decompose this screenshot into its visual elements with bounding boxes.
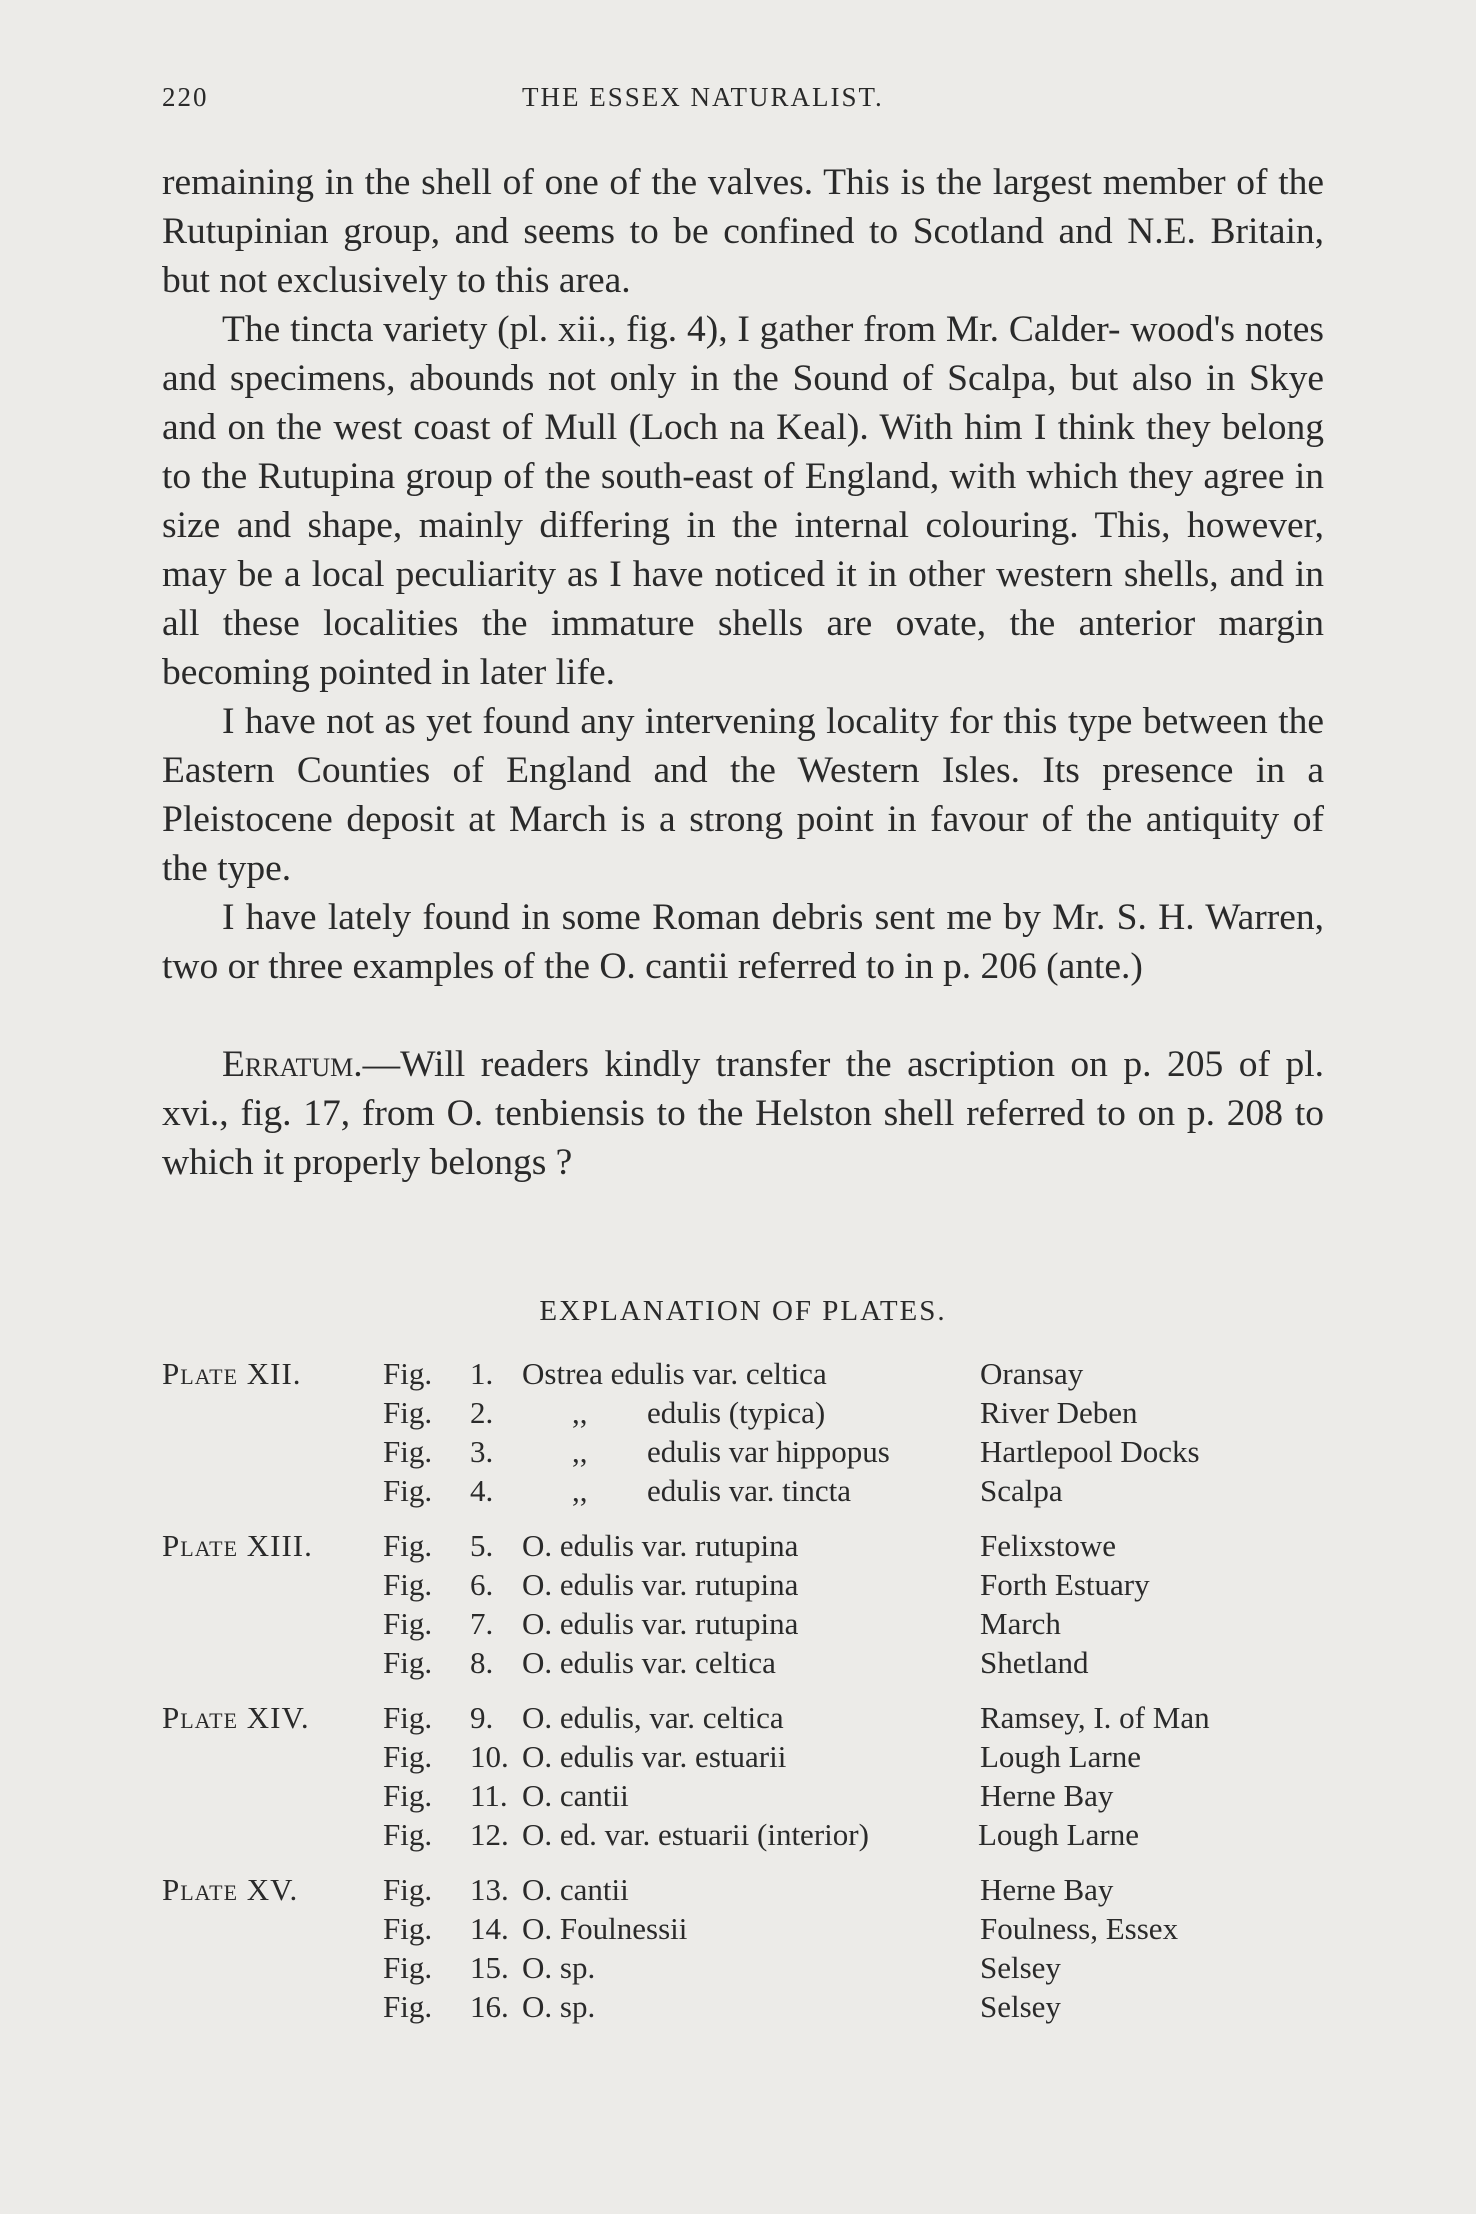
text-line: I have not as yet found any intervening locality for this type — [222, 701, 1133, 742]
specimen-name: O. cantii — [522, 1778, 629, 1813]
specimen-name: O. edulis var. rutupina — [522, 1567, 799, 1602]
plates-heading: EXPLANATION OF PLATES. — [539, 1295, 947, 1327]
body-text — [162, 158, 1324, 1187]
specimen-name: O. ed. var. estuarii (interior) — [522, 1817, 869, 1852]
fig-label: Fig. — [383, 1989, 433, 2024]
text-line: referred to on p. 208 to which it properly belongs ? — [162, 1093, 1325, 1183]
text-line: between the Eastern Counties of England and the Western Isles. — [162, 701, 1325, 791]
specimen-name: O. edulis var. rutupina — [522, 1606, 799, 1641]
page — [162, 70, 1324, 2042]
plate-row — [162, 1870, 1324, 1909]
fig-label: Fig. — [383, 1739, 433, 1774]
plate-row — [162, 1471, 1324, 1510]
locality: Herne Bay — [980, 1872, 1114, 1907]
text-line: may be a local peculiarity as I have noticed it in other western — [162, 554, 1113, 595]
plate-label: Plate XV. — [162, 1872, 299, 1907]
locality: Hartlepool Docks — [980, 1434, 1200, 1469]
specimen-name: edulis var hippopus — [647, 1434, 890, 1469]
fig-number: 1. — [470, 1356, 494, 1391]
fig-number: 16. — [470, 1989, 509, 2024]
fig-label: Fig. — [383, 1700, 433, 1735]
locality: Lough Larne — [978, 1817, 1139, 1852]
specimen-name: O. sp. — [522, 1950, 596, 1985]
running-head — [162, 70, 1324, 130]
text-line: The tincta variety (pl. xii., fig. 4), I gather from Mr. Calder- — [222, 309, 1121, 350]
fig-number: 2. — [470, 1395, 494, 1430]
fig-label: Fig. — [383, 1778, 433, 1813]
text-line: Keal). With him I think they belong to the Rutupina group — [162, 407, 1324, 497]
plate-group — [162, 1354, 1324, 1510]
plate-group — [162, 1698, 1324, 1854]
locality: Selsey — [980, 1950, 1061, 1985]
specimen-name: O. edulis var. estuarii — [522, 1739, 787, 1774]
fig-number: 14. — [470, 1911, 509, 1946]
fig-number: 3. — [470, 1434, 494, 1469]
plate-row — [162, 1565, 1324, 1604]
fig-label: Fig. — [383, 1911, 433, 1946]
plate-row — [162, 1776, 1324, 1815]
fig-number: 5. — [470, 1528, 494, 1563]
text-line: p. 205 of pl. xvi., fig. 17, from O. tenbiensis to the Helston shell — [162, 1044, 1324, 1134]
plate-row — [162, 1909, 1324, 1948]
locality: River Deben — [980, 1395, 1138, 1430]
text-line: Scotland and N.E. Britain, but not exclusively to this area. — [162, 211, 1325, 301]
fig-number: 15. — [470, 1950, 509, 1985]
fig-label: Fig. — [383, 1528, 433, 1563]
fig-number: 4. — [470, 1473, 494, 1508]
plate-row — [162, 1987, 1324, 2026]
locality: Shetland — [980, 1645, 1089, 1680]
text-line: the anterior margin becoming pointed in later life. — [162, 603, 1325, 693]
text-line: I have lately found in some Roman debris sent me by Mr. — [222, 897, 1106, 938]
text-line: member of the Rutupinian group, and seems to be confined to — [162, 162, 1325, 252]
specimen-name: O. edulis, var. celtica — [522, 1700, 784, 1735]
ditto-mark: ,, — [572, 1473, 588, 1508]
plate-row — [162, 1737, 1324, 1776]
plate-row — [162, 1604, 1324, 1643]
text-line: shells, and in all these localities the immature shells are ovate, — [162, 554, 1325, 644]
specimen-name: O. edulis var. rutupina — [522, 1528, 799, 1563]
ditto-mark: ,, — [572, 1434, 588, 1469]
specimen-name: O. edulis var. celtica — [522, 1645, 776, 1680]
fig-number: 9. — [470, 1700, 494, 1735]
text-line: remaining in the shell of one of the valves. This is the largest — [162, 162, 1092, 203]
specimen-name: O. sp. — [522, 1989, 596, 2024]
text-line: shape, mainly differing in the internal colouring. This, however, — [307, 505, 1324, 546]
plate-row — [162, 1354, 1324, 1393]
plate-row — [162, 1698, 1324, 1737]
fig-label: Fig. — [383, 1434, 433, 1469]
paragraph — [162, 893, 1324, 991]
fig-label: Fig. — [383, 1817, 433, 1852]
text-line: in p. 206 (ante.) — [904, 946, 1143, 987]
text-line: Its presence in a Pleistocene deposit at March is a strong point in — [162, 750, 1325, 840]
fig-label: Fig. — [383, 1645, 433, 1680]
specimen-name: edulis var. tincta — [647, 1473, 852, 1508]
plate-group — [162, 1526, 1324, 1682]
paragraph — [162, 697, 1324, 893]
text-line: favour of the antiquity of the type. — [162, 799, 1325, 889]
specimen-name: O. cantii — [522, 1872, 629, 1907]
locality: Felixstowe — [980, 1528, 1117, 1563]
locality: Ramsey, I. of Man — [980, 1700, 1210, 1735]
fig-number: 6. — [470, 1567, 494, 1602]
plate-row — [162, 1815, 1324, 1854]
plate-row — [162, 1526, 1324, 1565]
text-line: wood's notes and specimens, abounds not only in the Sound of — [162, 309, 1324, 399]
fig-number: 7. — [470, 1606, 494, 1641]
plate-row — [162, 1643, 1324, 1682]
paragraph — [162, 158, 1324, 305]
paragraph — [162, 305, 1324, 697]
fig-label: Fig. — [383, 1950, 433, 1985]
plate-row — [162, 1432, 1324, 1471]
fig-number: 11. — [470, 1778, 508, 1813]
fig-number: 12. — [470, 1817, 509, 1852]
spacer — [162, 991, 1324, 1040]
plate-label: Plate XIII. — [162, 1528, 313, 1563]
locality: Selsey — [980, 1989, 1061, 2024]
plate-row — [162, 1393, 1324, 1432]
specimen-name: Ostrea edulis var. celtica — [522, 1356, 827, 1391]
fig-label: Fig. — [383, 1473, 433, 1508]
text-line: of the south-east of England, with which they agree in size and — [162, 456, 1325, 546]
locality: Forth Estuary — [980, 1567, 1150, 1602]
locality: March — [980, 1606, 1061, 1641]
text-line: Scalpa, but also in Skye and on the west coast of Mull (Loch na — [162, 358, 1325, 448]
plate-label: Plate XIV. — [162, 1700, 310, 1735]
locality: Herne Bay — [980, 1778, 1114, 1813]
fig-number: 10. — [470, 1739, 509, 1774]
erratum — [162, 1040, 1324, 1187]
locality: Foulness, Essex — [980, 1911, 1179, 1946]
locality: Scalpa — [980, 1473, 1063, 1508]
fig-label: Fig. — [383, 1356, 433, 1391]
fig-label: Fig. — [383, 1395, 433, 1430]
plate-row — [162, 1948, 1324, 1987]
fig-number: 8. — [470, 1645, 494, 1680]
ditto-mark: ,, — [572, 1395, 588, 1430]
fig-number: 13. — [470, 1872, 509, 1907]
text-line: —Will readers kindly transfer the ascription on — [362, 1044, 1108, 1085]
text-line: S. H. Warren, two or three examples of the O. cantii referred to — [162, 897, 1324, 987]
journal-title: THE ESSEX NATURALIST. — [522, 82, 884, 112]
fig-label: Fig. — [383, 1606, 433, 1641]
page-number: 220 — [162, 82, 209, 112]
fig-label: Fig. — [383, 1872, 433, 1907]
plate-group — [162, 1870, 1324, 2026]
specimen-name: edulis (typica) — [647, 1395, 826, 1430]
erratum-label: Erratum. — [222, 1044, 363, 1085]
fig-label: Fig. — [383, 1567, 433, 1602]
plate-label: Plate XII. — [162, 1356, 302, 1391]
locality: Lough Larne — [980, 1739, 1141, 1774]
plates-table — [162, 1354, 1324, 2026]
locality: Oransay — [980, 1356, 1084, 1391]
specimen-name: O. Foulnessii — [522, 1911, 688, 1946]
